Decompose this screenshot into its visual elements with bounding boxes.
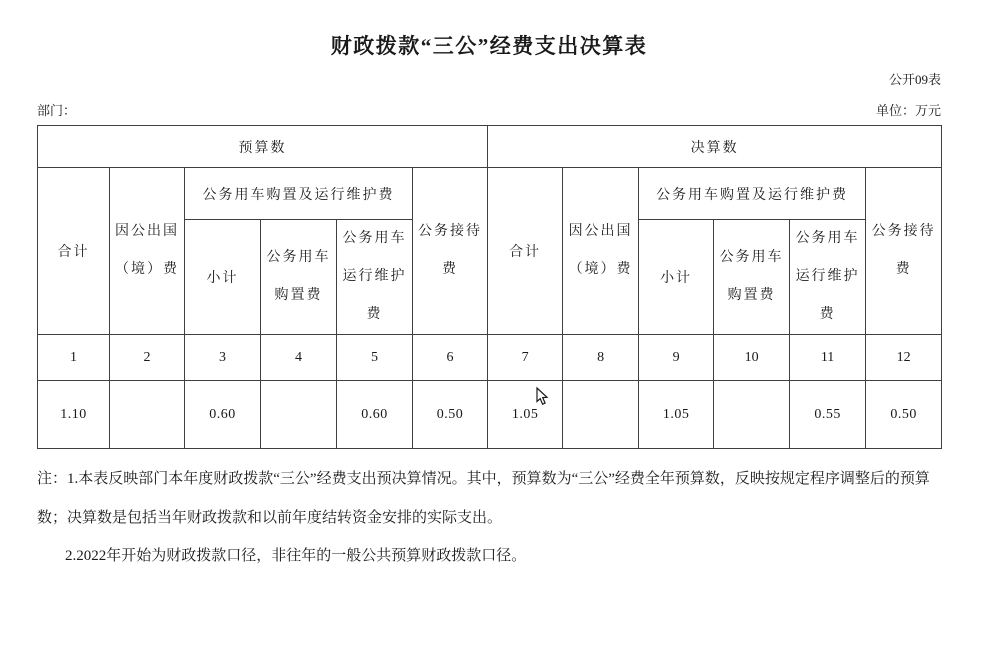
value-cell-1: 1.10 xyxy=(38,381,110,449)
column-number-10: 10 xyxy=(714,335,790,381)
final-operation-header xyxy=(790,220,866,335)
final-purchase-line1: 公务用车 xyxy=(719,250,784,265)
value-cell-6: 0.50 xyxy=(413,381,488,449)
value-cell-5: 0.60 xyxy=(337,381,413,449)
note-line-3: 2.2022年开始为财政拨款口径，非往年的一般公共预算财政拨款口径。 xyxy=(65,548,527,564)
budget-operation-line2: 运行维护 xyxy=(342,269,407,284)
column-number-4: 4 xyxy=(261,335,337,381)
column-number-11: 11 xyxy=(790,335,866,381)
final-operation-line2: 运行维护 xyxy=(795,269,860,284)
final-purchase-line2: 购置费 xyxy=(727,288,776,303)
column-number-row xyxy=(38,335,942,381)
value-cell-2 xyxy=(110,381,185,449)
final-reception-line2: 费 xyxy=(895,262,912,277)
budget-section-header: 预算数 xyxy=(38,126,488,168)
mouse-cursor xyxy=(536,387,549,406)
value-cell-10 xyxy=(714,381,790,449)
meta-row xyxy=(37,100,941,119)
budget-subtotal-header: 小计 xyxy=(185,220,261,335)
budget-purchase-line1: 公务用车 xyxy=(266,250,331,265)
budget-abroad-line1: 因公出国 xyxy=(115,224,179,239)
column-number-5: 5 xyxy=(337,335,413,381)
final-abroad-header xyxy=(563,168,639,335)
column-number-3: 3 xyxy=(185,335,261,381)
group-header-row xyxy=(38,168,942,220)
unit-label: 单位：万元 xyxy=(875,103,941,118)
budget-abroad-line2: （境）费 xyxy=(115,262,179,277)
page-title: 财政拨款“三公”经费支出决算表 xyxy=(330,34,648,58)
budget-reception-line1: 公务接待 xyxy=(418,224,483,239)
final-operation-line1: 公务用车 xyxy=(795,231,860,246)
data-row xyxy=(38,381,942,449)
budget-vehicle-group-header: 公务用车购置及运行维护费 xyxy=(185,168,413,220)
value-cell-4 xyxy=(261,381,337,449)
final-abroad-line1: 因公出国 xyxy=(568,224,633,239)
doc-number-label: 公开09表 xyxy=(888,72,941,87)
note-line-2: 数；决算数是包括当年财政拨款和以前年度结转资金安排的实际支出。 xyxy=(37,509,503,526)
column-number-8: 8 xyxy=(563,335,639,381)
section-header-row xyxy=(38,126,942,168)
document-page xyxy=(37,0,941,576)
column-number-6: 6 xyxy=(413,335,488,381)
budget-abroad-header xyxy=(110,168,185,335)
budget-reception-header xyxy=(413,168,488,335)
value-cell-12: 0.50 xyxy=(866,381,942,449)
column-number-12: 12 xyxy=(866,335,942,381)
final-operation-line3: 费 xyxy=(819,307,836,322)
budget-operation-line1: 公务用车 xyxy=(342,231,407,246)
value-cell-11: 0.55 xyxy=(790,381,866,449)
budget-purchase-line2: 购置费 xyxy=(274,288,323,303)
value-cell-9: 1.05 xyxy=(639,381,714,449)
budget-operation-header xyxy=(337,220,413,335)
budget-operation-line3: 费 xyxy=(366,307,383,322)
final-reception-line1: 公务接待 xyxy=(871,224,936,239)
budget-total-header: 合计 xyxy=(38,168,110,335)
final-abroad-line2: （境）费 xyxy=(568,262,633,277)
final-total-header: 合计 xyxy=(488,168,563,335)
final-reception-header xyxy=(866,168,942,335)
note-line-1: 注：1.本表反映部门本年度财政拨款“三公”经费支出预决算情况。其中，预算数为“三公”经费全年预算数，反映按规定程序调整后的预算 xyxy=(37,471,930,487)
budget-reception-line2: 费 xyxy=(442,262,459,277)
final-vehicle-group-header: 公务用车购置及运行维护费 xyxy=(639,168,866,220)
budget-purchase-header xyxy=(261,220,337,335)
column-number-7: 7 xyxy=(488,335,563,381)
value-cell-7: 1.05 xyxy=(488,381,563,449)
final-purchase-header xyxy=(714,220,790,335)
final-subtotal-header: 小计 xyxy=(639,220,714,335)
column-number-9: 9 xyxy=(639,335,714,381)
value-cell-3: 0.60 xyxy=(185,381,261,449)
value-cell-8 xyxy=(563,381,639,449)
column-number-2: 2 xyxy=(110,335,185,381)
final-section-header: 决算数 xyxy=(488,126,942,168)
three-public-expense-table xyxy=(37,125,942,449)
notes-section xyxy=(37,460,941,576)
column-number-1: 1 xyxy=(38,335,110,381)
department-label: 部门： xyxy=(37,103,77,118)
